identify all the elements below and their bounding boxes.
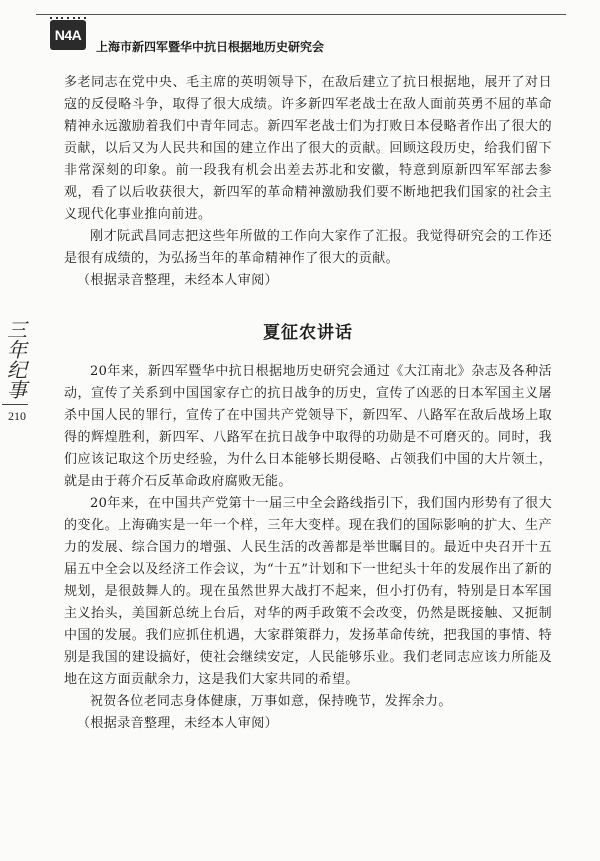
side-glyph: 纪: [7, 358, 27, 382]
side-glyph: 三: [7, 318, 27, 342]
paragraph: 祝贺各位老同志身体健康，万事如意，保持晚节，发挥余力。: [90, 694, 452, 709]
paragraph: 多老同志在党中央、毛主席的英明领导下，在敌后建立了抗日根据地，展开了对日寇的反侵略斗争，取得了很大成绩。许多新四军老战士在敌人面前英勇不屈的革命精神永远激励着我们中青年同志。新四军老战士们为打败日本侵略者作出了很大的贡献，以后又为人民共和国的建立作出了很大的贡献。回顾这段历史，给我们留下非常深刻的印象。前一段我有机会出差去苏北和安徽，特意到原新四军军部去参观，看了以后收获很大，新四军的革命精神激励我们要不断地把我们国家的社会主义现代化事业推向前进。: [64, 75, 552, 222]
header-rule: [36, 14, 566, 15]
side-glyph: 年: [7, 338, 27, 362]
running-header: [0, 0, 600, 62]
side-margin-label: [2, 320, 32, 424]
side-rule: [2, 404, 28, 405]
paragraph: 刚才阮武昌同志把这些年所做的工作向大家作了汇报。我觉得研究会的工作还是很有成绩的，为弘扬当年的革命精神作了很大的贡献。: [64, 229, 552, 266]
paragraph: 20年来，在中国共产党第十一届三中全会路线指引下，我们国内形势有了很大的变化。上海确实是一年一个样，三年大变样。现在我们的国际影响的扩大、生产力的发展、综合国力的增强、人民生活的改善都是举世瞩目的。最近中央召开十五届五中全会以及经济工作会议，为“十五”计划和下一世纪头十年的发展作出了新的规划，是很鼓舞人的。现在虽然世界大战打不起来，但小打仍有，特别是日本军国主义抬头，美国新总统上台后，对华的两手政策不会改变，仍然是既接触、又扼制中国的发展。我们应抓住机遇，大家群策群力，发扬革命传统，把我国的事情、特别是我国的建设搞好，使社会继续安定，人民能够乐业。我们老同志应该力所能及地在这方面贡献余力，这是我们大家共同的希望。: [64, 496, 552, 687]
page-number: 210: [8, 409, 26, 423]
side-glyph: 事: [7, 378, 27, 402]
editorial-note: （根据录音整理，未经本人审阅）: [77, 273, 279, 288]
n4a-logo: N4A: [50, 20, 86, 50]
paragraph: 20年来，新四军暨华中抗日根据地历史研究会通过《大江南北》杂志及各种活动，宣传了关系到中国国家存亡的抗日战争的历史，宣传了凶恶的日本军国主义屠杀中国人民的罪行，宣传了在中国共产党领导下，新四军、八路军在敌后战场上取得的辉煌胜利，新四军、八路军在抗日战争中取得的功勋是不可磨灭的。同时，我们应该记取这个历史经验，为什么日本能够长期侵略、占领我们中国的大片领土，就是由于蒋介石反革命政府腐败无能。: [64, 364, 552, 489]
organization-name: 上海市新四军暨华中抗日根据地历史研究会: [96, 40, 325, 54]
editorial-note: （根据录音整理，未经本人审阅）: [77, 716, 279, 731]
body-text: [64, 72, 552, 735]
section-title: 夏征农讲话: [263, 323, 353, 343]
